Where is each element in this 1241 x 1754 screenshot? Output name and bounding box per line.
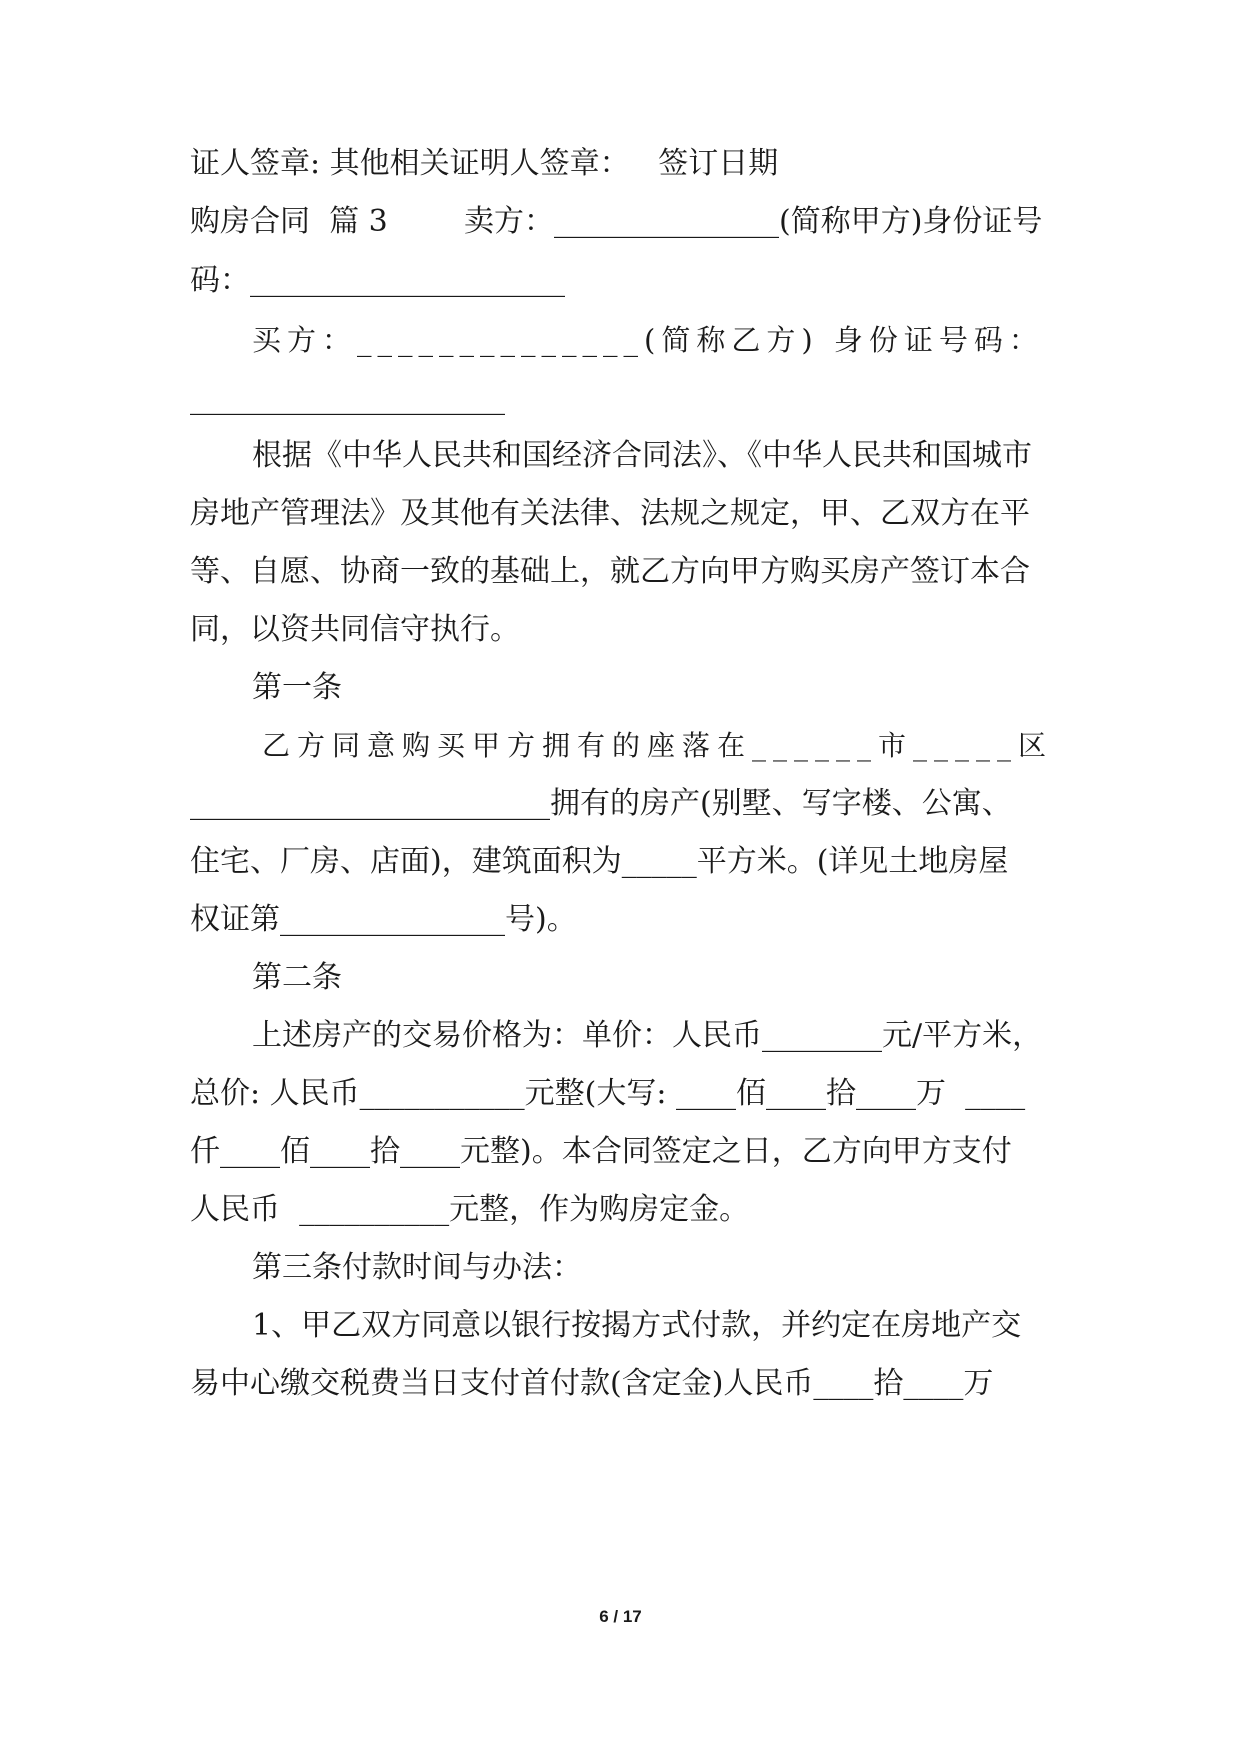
buyer-id-line: _____________________ [190,381,505,416]
article-1-heading: 第一条 [252,670,342,705]
paragraph-line: 总价: 人民币___________元整(大写: ____佰____拾____万 ____ [190,1076,1026,1111]
article-2-heading: 第二条 [252,960,342,995]
article-3-heading: 第三条付款时间与办法： [252,1250,582,1285]
paragraph-line: ________________________拥有的房产(别墅、写字楼、公寓、 [190,786,1012,821]
buyer-line-text: 买方：______________(简称乙方) 身份证号码： [252,323,1044,357]
paragraph-line: 同，以资共同信守执行。 [190,612,520,647]
paragraph-line: 易中心缴交税费当日支付首付款(含定金)人民币____拾____万 [190,1366,994,1401]
paragraph-line: 根据《中华人民共和国经济合同法》、《中华人民共和国城市 [252,438,1032,473]
paragraph-line: 房地产管理法》及其他有关法律、法规之规定，甲、乙双方在平 [190,496,1030,531]
signature-line: 证人签章: 其他相关证明人签章： 签订日期 [190,146,779,181]
paragraph-line: 上述房产的交易价格为：单价：人民币________元/平方米， [252,1018,1043,1053]
paragraph-line: 住宅、厂房、店面)，建筑面积为_____平方米。(详见土地房屋 [190,844,1009,879]
paragraph-line: 仟____佰____拾____元整)。本合同签定之日，乙方向甲方支付 [190,1134,1012,1169]
paragraph-line: 人民币 __________元整，作为购房定金。 [190,1192,750,1227]
page-number: 6 / 17 [599,1607,642,1626]
paragraph-line: 权证第_______________号)。 [190,902,577,937]
paragraph-line: 等、自愿、协商一致的基础上，就乙方向甲方购买房产签订本合 [190,554,1030,589]
seller-id-line: 码：_____________________ [190,263,565,298]
paragraph-line: 1、甲乙双方同意以银行按揭方式付款，并约定在房地产交 [252,1308,1022,1343]
buyer-line [252,320,1060,360]
paragraph-line: 乙方同意购买甲方拥有的座落在______市_____区 [262,729,1054,762]
contract-heading-seller-line: 购房合同 篇 3 卖方：_______________(简称甲方)身份证号 [190,204,1043,239]
